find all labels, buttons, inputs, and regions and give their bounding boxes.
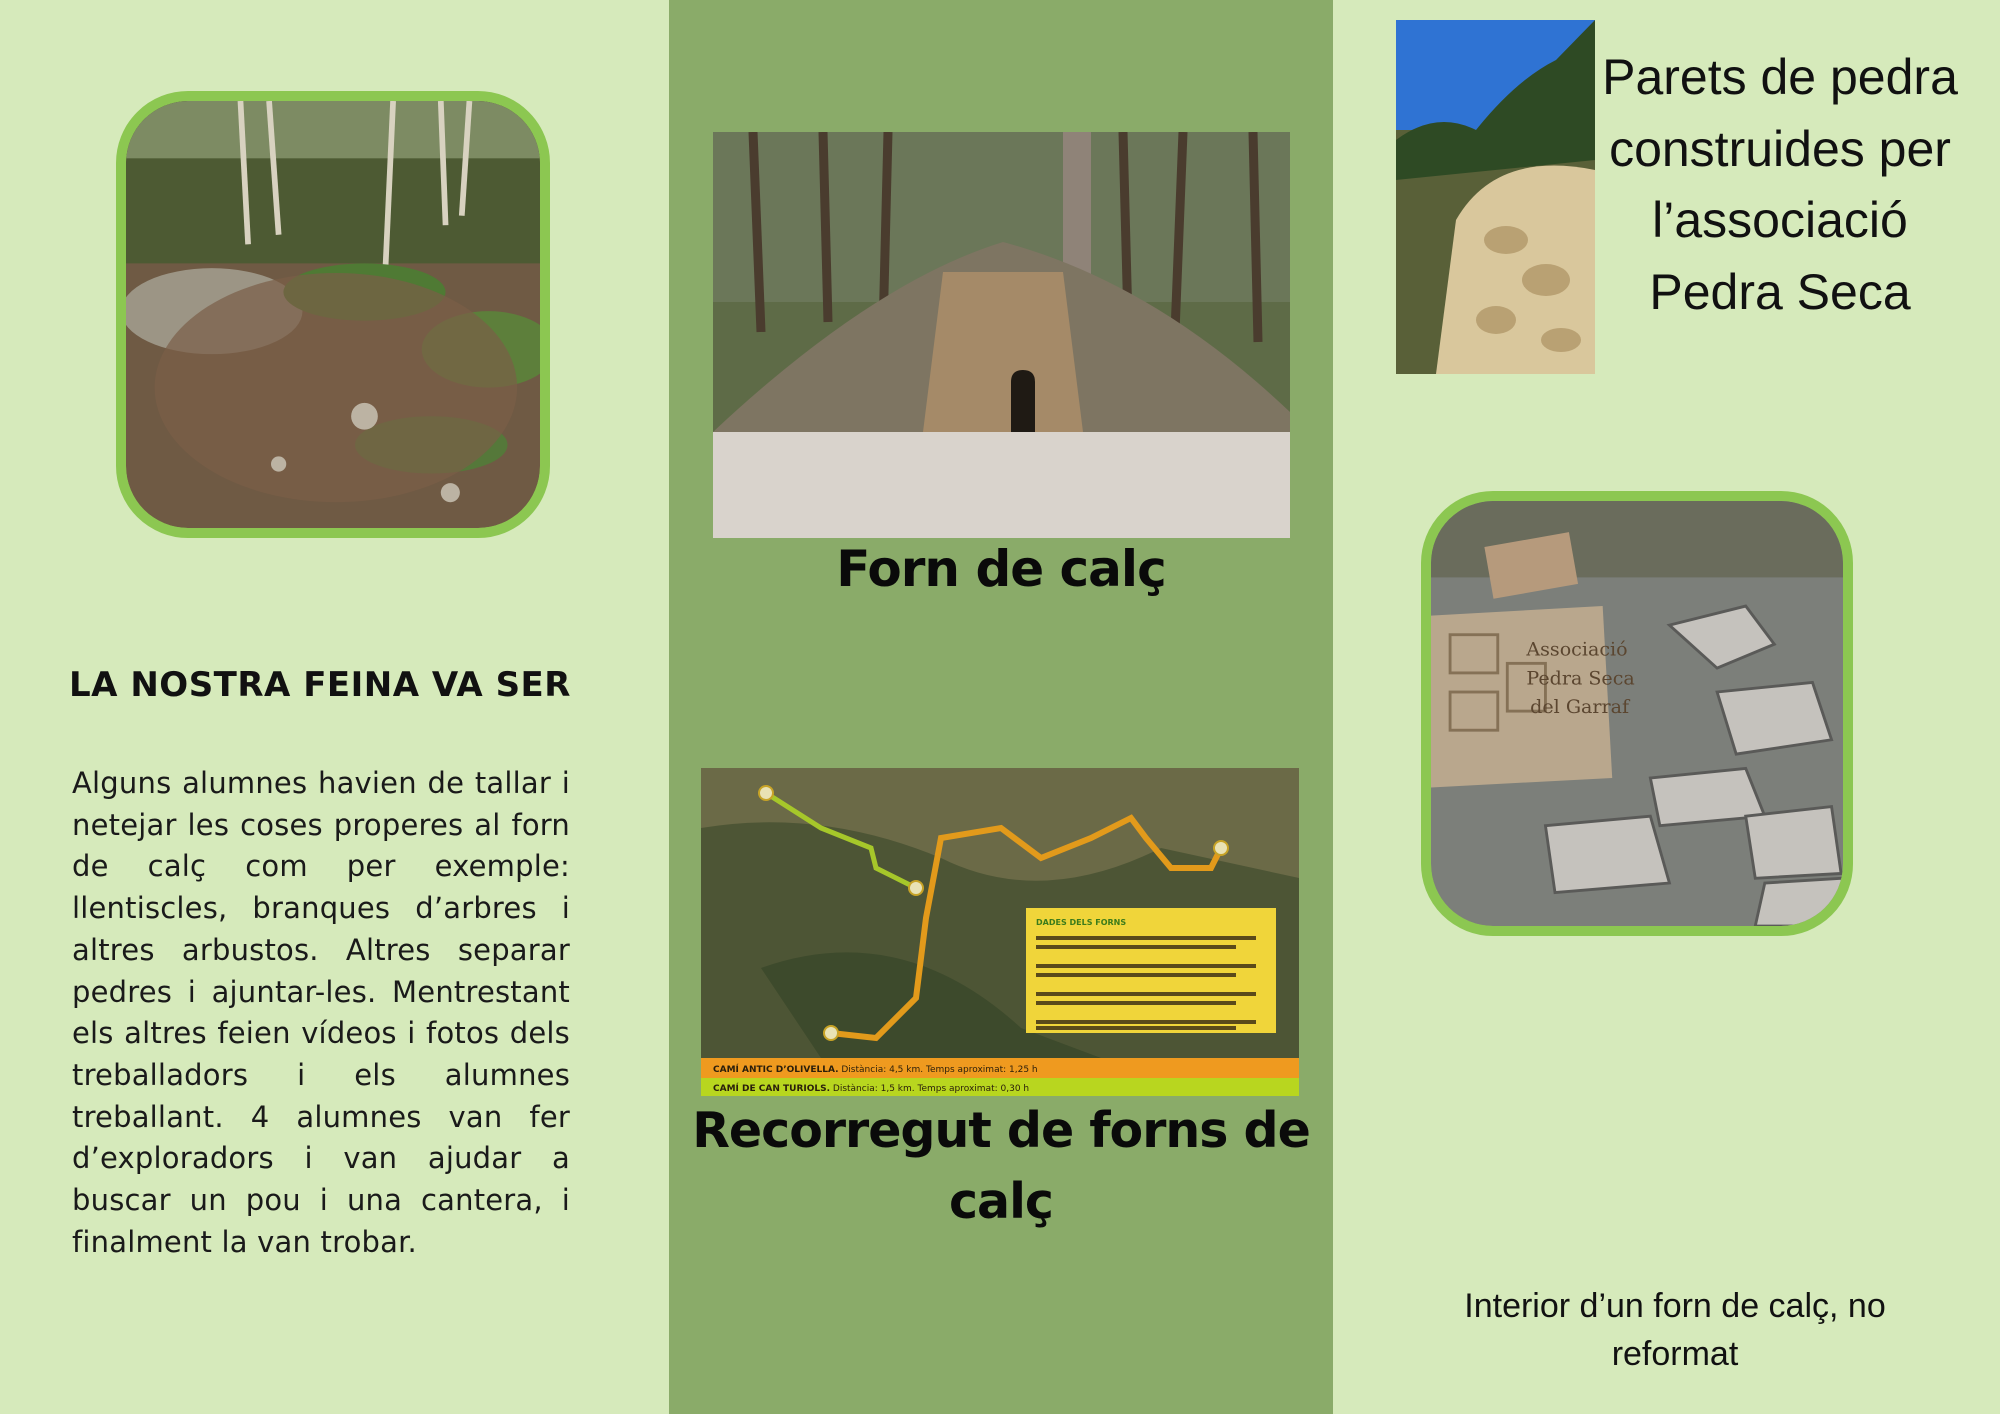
map-route-1-name: CAMÍ ANTIC D’OLIVELLA. — [713, 1065, 839, 1075]
plaque-line-3: del Garraf — [1530, 696, 1630, 719]
kiln-route-map — [701, 768, 1299, 1096]
plaque-line-1: Associació — [1526, 638, 1628, 661]
kiln-interior-caption: Interior d’un forn de calç, no reformat — [1464, 1287, 1886, 1373]
pedra-seca-plaque-photo — [1421, 491, 1853, 936]
stone-wall-photo — [1396, 20, 1595, 374]
lime-kiln-photo — [713, 132, 1290, 538]
svg-text:CAMÍ ANTIC D’OLIVELLA. Distànc — [713, 1063, 1038, 1075]
map-route-2-name: CAMÍ DE CAN TURIOLS. — [713, 1084, 831, 1094]
route-map-caption: Recorregut de forns de calç — [692, 1102, 1310, 1230]
map-route-1-detail: Distància: 4,5 km. Temps aproximat: 1,25 h — [841, 1065, 1038, 1075]
forest-clearing-photo — [116, 91, 550, 538]
work-description: Alguns alumnes havien de tallar i netejar les coses properes al forn de calç com per exemple: llentiscles, branques d’arbres i altres arbustos. Altres separar pedres i ajuntar-les. Mentrestant els altres feien vídeos i fotos dels treballadors i els alumnes treballant. 4 alumnes van fer d’exploradors i van ajudar a buscar un pou i una cantera, i finalment la van trobar. — [72, 766, 570, 1259]
svg-text:CAMÍ DE CAN TURIOLS. Distància — [713, 1082, 1029, 1094]
map-box-title: DADES DELS FORNS — [1036, 918, 1127, 927]
map-route-2-detail: Distància: 1,5 km. Temps aproximat: 0,30 h — [832, 1084, 1030, 1094]
stone-walls-title: Parets de pedra construides per l’associació Pedra Seca — [1602, 49, 1958, 320]
work-heading: LA NOSTRA FEINA VA SER — [69, 665, 571, 705]
plaque-line-2: Pedra Seca — [1526, 667, 1635, 690]
lime-kiln-caption: Forn de calç — [836, 540, 1166, 598]
